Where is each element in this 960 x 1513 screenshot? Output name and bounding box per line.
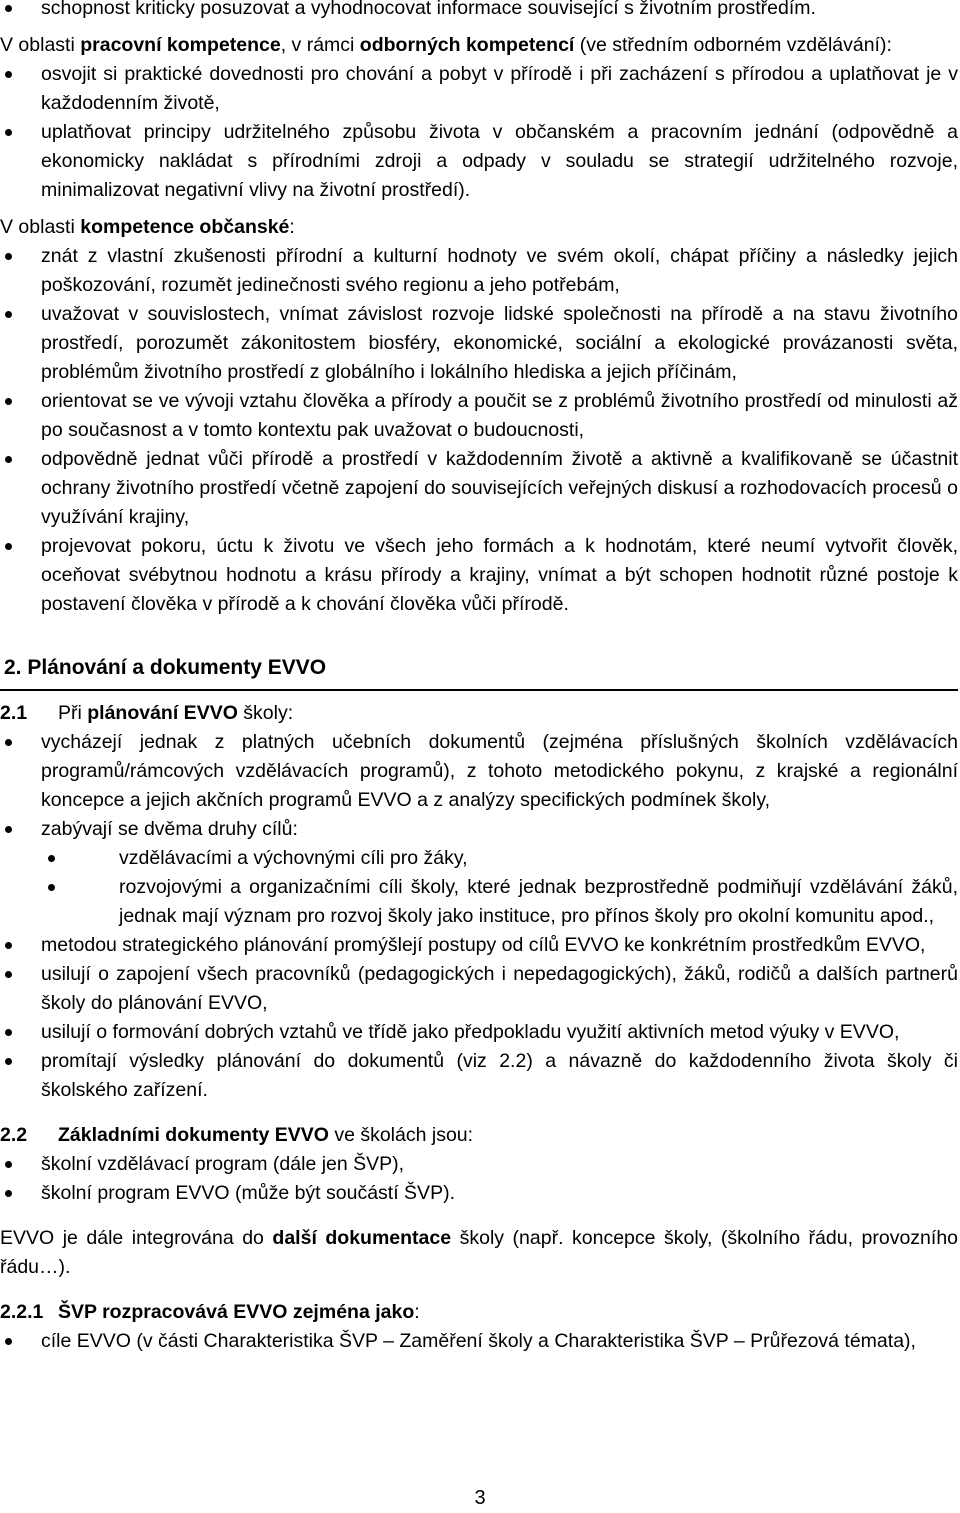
list-item: usilují o formování dobrých vztahů ve třídě jako předpokladu využití aktivních metod výuky v EVVO, bbox=[0, 1018, 958, 1047]
list-item: osvojit si praktické dovednosti pro chování a pobyt v přírodě i při zacházení s přírodou a uplatňovat je v každodenním životě, bbox=[0, 60, 958, 118]
top-bullet-list bbox=[0, 0, 958, 23]
list-item: znát z vlastní zkušenosti přírodní a kulturní hodnoty ve svém okolí, chápat příčiny a následky jejich poškozování, rozumět jedinečnosti svého regionu a jeho potřebám, bbox=[0, 242, 958, 300]
bullet-icon bbox=[5, 71, 12, 78]
bullet-icon bbox=[5, 1029, 12, 1036]
bullet-icon bbox=[5, 1161, 12, 1168]
list-item: orientovat se ve vývoji vztahu člověka a přírody a poučit se z problémů životního prostředí od minulosti až po současnost a v tomto kontextu pak uvažovat o budoucnosti, bbox=[0, 387, 958, 445]
list-item: uvažovat v souvislostech, vnímat závislost rozvoje lidské společnosti na přírodě a na stavu životního prostředí, porozumět zákonitostem biosféry, ekonomické, sociální a ekologické provázanosti světa, problémům životního prostředí z globálního i lokálního hlediska a jejich příčinám, bbox=[0, 300, 958, 387]
list-item: školní vzdělávací program (dále jen ŠVP), bbox=[0, 1150, 958, 1179]
list-item: vycházejí jednak z platných učebních dokumentů (zejména příslušných školních vzdělávacích programů/rámcových vzdělávacích programů), z tohoto metodického pokynu, z krajské a regionální koncepce a jejich akčních programů EVVO a z analýzy specifických podmínek školy, bbox=[0, 728, 958, 815]
list-item: odpovědně jednat vůči přírodě a prostředí v každodenním životě a aktivně a kvalifikovaně se účastnit ochrany životního prostředí včetně zapojení do souvisejících veřejných diskusí a rozhodovacích procesů o využívání krajiny, bbox=[0, 445, 958, 532]
list-item: schopnost kriticky posuzovat a vyhodnocovat informace související s životním prostředím. bbox=[0, 0, 958, 23]
page-number: 3 bbox=[474, 1487, 486, 1509]
bullet-icon bbox=[5, 942, 12, 949]
bullet-icon bbox=[5, 1058, 12, 1065]
bullet-icon bbox=[5, 739, 12, 746]
work-competence-list bbox=[0, 60, 958, 205]
bullet-icon bbox=[5, 1338, 12, 1345]
bullet-icon bbox=[48, 855, 55, 862]
list-item: promítají výsledky plánování do dokumentů (viz 2.2) a návazně do každodenního života školy či školského zařízení. bbox=[0, 1047, 958, 1105]
list-item: projevovat pokoru, úctu k životu ve všech jeho formách a k hodnotám, které neumí vytvořit člověk, oceňovat svébytnou hodnotu a krásu přírody a krajiny, vnímat a být schopen hodnotit různé postoje k postavení člověka v přírodě a k chování člověka vůči přírodě. bbox=[0, 532, 958, 619]
bullet-icon bbox=[5, 543, 12, 550]
sublist-item: rozvojovými a organizačními cíli školy, které jednak bezprostředně podmiňují vzdělávání žáků, jednak mají význam pro rozvoj školy jako instituce, pro přínos školy pro okolní komunitu apod., bbox=[41, 873, 958, 931]
bullet-icon bbox=[5, 129, 12, 136]
list-item: školní program EVVO (může být součástí ŠVP). bbox=[0, 1179, 958, 1208]
evvo-paragraph: EVVO je dále integrována do další dokumentace školy (např. koncepce školy, (školního řádu, provozního řádu…). bbox=[0, 1227, 959, 1278]
bullet-icon bbox=[5, 398, 12, 405]
work-competence-intro: V oblasti pracovní kompetence, v rámci odborných kompetencí (ve středním odborném vzdělávání): bbox=[0, 34, 892, 56]
bullet-icon bbox=[5, 456, 12, 463]
section-heading: 2. Plánování a dokumenty EVVO bbox=[0, 653, 958, 691]
bullet-icon bbox=[5, 311, 12, 318]
documents-list bbox=[0, 1150, 958, 1208]
bullet-icon bbox=[5, 1190, 12, 1197]
list-item: uplatňovat principy udržitelného způsobu života v občanském a pracovním jednání (odpovědně a ekonomicky nakládat s přírodními zdroji a odpady v souladu se strategií udržitelného rozvoje, minimalizovat negativní vlivy na životní prostředí). bbox=[0, 118, 958, 205]
sublist-item: vzdělávacími a výchovnými cíli pro žáky, bbox=[41, 844, 958, 873]
civic-competence-list bbox=[0, 242, 958, 619]
bullet-icon bbox=[48, 884, 55, 891]
goals-sublist bbox=[41, 844, 958, 931]
list-item: metodou strategického plánování promýšlejí postupy od cílů EVVO ke konkrétním prostředkům EVVO, bbox=[0, 931, 958, 960]
bullet-icon bbox=[5, 971, 12, 978]
subsection-2-1-title: 2.1 Při plánování EVVO školy: bbox=[0, 702, 294, 724]
subsection-2-2-1-title: 2.2.1 ŠVP rozpracovává EVVO zejména jako: bbox=[0, 1301, 420, 1323]
bullet-icon bbox=[5, 5, 12, 12]
svp-list bbox=[0, 1327, 958, 1356]
list-item: usilují o zapojení všech pracovníků (pedagogických i nepedagogických), žáků, rodičů a dalších partnerů školy do plánování EVVO, bbox=[0, 960, 958, 1018]
list-item: cíle EVVO (v části Charakteristika ŠVP – Zaměření školy a Charakteristika ŠVP – Průřezová témata), bbox=[0, 1327, 958, 1356]
civic-competence-intro: V oblasti kompetence občanské: bbox=[0, 216, 295, 238]
subsection-2-2-title: 2.2 Základními dokumenty EVVO ve školách jsou: bbox=[0, 1124, 474, 1146]
planning-list bbox=[0, 728, 958, 1105]
bullet-icon bbox=[5, 253, 12, 260]
bullet-icon bbox=[5, 826, 12, 833]
list-item: zabývají se dvěma druhy cílů: vzdělávacími a výchovnými cíli pro žáky, rozvojovými a organizačními cíli školy, které jednak bezprostředně podmiňují vzdělávání žáků, jednak mají význam pro rozvoj školy jako instituce, pro přínos školy pro okolní komunitu apod., bbox=[0, 815, 958, 931]
